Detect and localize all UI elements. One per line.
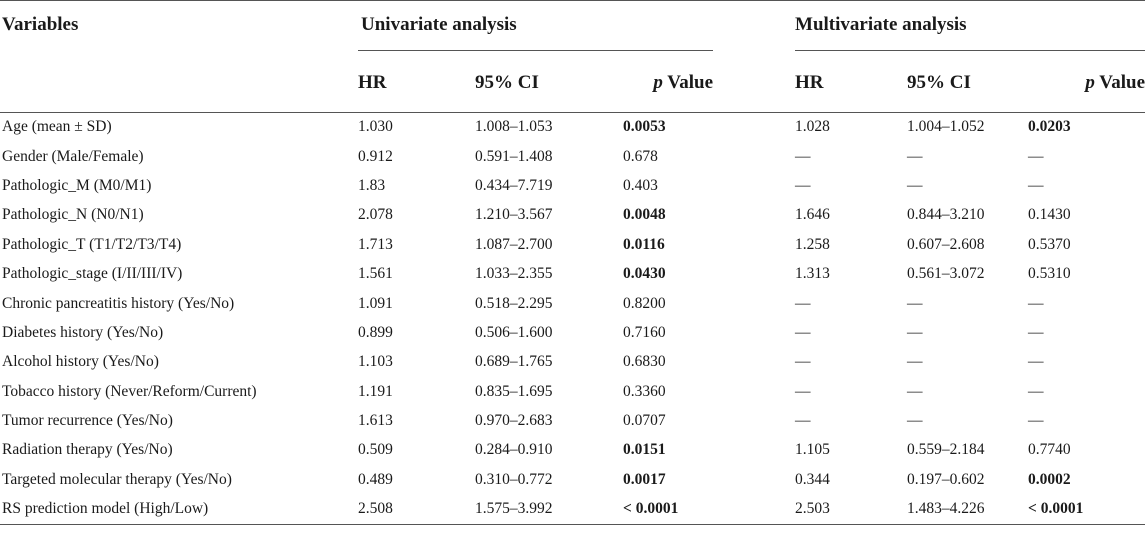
uni-p-value: 0.7160	[623, 323, 666, 341]
p-value-word: Value	[667, 72, 714, 93]
variable-name: Chronic pancreatitis history (Yes/No)	[2, 294, 235, 312]
variable-name: Diabetes history (Yes/No)	[2, 323, 164, 341]
uni-ci: 0.310–0.772	[475, 470, 553, 488]
multi-p-value: 0.7740	[1028, 441, 1071, 459]
row-gap	[713, 142, 795, 171]
row-gap	[713, 230, 795, 259]
row-gap	[713, 112, 795, 142]
multi-hr: —	[795, 353, 811, 371]
uni-hr: 1.613	[358, 412, 393, 430]
uni-hr: 0.899	[358, 323, 393, 341]
row-gap	[713, 436, 795, 465]
multi-ci: —	[907, 412, 923, 430]
table-row	[0, 230, 1145, 259]
table-row	[0, 259, 1145, 288]
multi-p-value: 0.1430	[1028, 206, 1071, 224]
uni-hr: 1.030	[358, 118, 393, 136]
uni-ci: 0.434–7.719	[475, 176, 553, 194]
multi-ci: 0.844–3.210	[907, 206, 985, 224]
uni-ci: 0.835–1.695	[475, 382, 553, 400]
multi-ci: —	[907, 176, 923, 194]
variable-name: Pathologic_stage (I/II/III/IV)	[2, 265, 183, 283]
uni-hr: 0.489	[358, 470, 393, 488]
variable-name: Pathologic_T (T1/T2/T3/T4)	[2, 235, 182, 253]
uni-p-value: 0.0048	[623, 206, 666, 224]
uni-hr: 1.561	[358, 265, 393, 283]
table-row	[0, 495, 1145, 525]
uni-p-value: 0.0053	[623, 118, 666, 136]
multi-p-value: 0.5370	[1028, 235, 1071, 253]
uni-ci-header: 95% CI	[475, 52, 623, 112]
multi-hr: —	[795, 412, 811, 430]
row-gap	[713, 495, 795, 525]
uni-hr: 1.713	[358, 235, 393, 253]
univariate-group-label: Univariate analysis	[358, 14, 713, 51]
multi-p-value: 0.0002	[1028, 470, 1071, 488]
multi-ci: 0.561–3.072	[907, 265, 985, 283]
multi-hr-header: HR	[795, 52, 907, 112]
multi-hr: 1.105	[795, 441, 830, 459]
multivariate-group-label: Multivariate analysis	[795, 14, 1145, 51]
variable-name: RS prediction model (High/Low)	[0, 495, 358, 525]
p-value-word: Value	[1099, 72, 1145, 93]
header-row-groups	[0, 0, 1145, 52]
uni-hr: 2.508	[358, 495, 475, 525]
multi-ci: —	[907, 382, 923, 400]
uni-p-value: 0.678	[623, 147, 658, 165]
multi-ci: —	[907, 147, 923, 165]
multi-hr: —	[795, 176, 811, 194]
uni-hr: 2.078	[358, 206, 393, 224]
table-row	[0, 377, 1145, 406]
table-body	[0, 112, 1145, 524]
multi-hr: 1.313	[795, 265, 830, 283]
table-row	[0, 142, 1145, 171]
uni-p-value: 0.6830	[623, 353, 666, 371]
variable-name: Tumor recurrence (Yes/No)	[2, 412, 173, 430]
header-blank	[0, 52, 358, 112]
uni-ci: 0.284–0.910	[475, 441, 553, 459]
uni-ci: 1.008–1.053	[475, 118, 553, 136]
variable-name: Targeted molecular therapy (Yes/No)	[2, 470, 232, 488]
multi-p-value: < 0.0001	[1028, 495, 1145, 525]
uni-ci: 0.591–1.408	[475, 147, 553, 165]
row-gap	[713, 377, 795, 406]
uni-ci: 0.970–2.683	[475, 412, 553, 430]
table-row	[0, 201, 1145, 230]
multi-p-value: —	[1028, 353, 1044, 371]
variable-name: Age (mean ± SD)	[2, 118, 112, 136]
uni-p-value: 0.403	[623, 176, 658, 194]
uni-p-value-header	[623, 52, 713, 112]
table-row	[0, 406, 1145, 435]
multi-ci: —	[907, 323, 923, 341]
multi-hr: —	[795, 147, 811, 165]
multi-ci: 0.197–0.602	[907, 470, 985, 488]
multi-hr: —	[795, 294, 811, 312]
uni-hr: 1.191	[358, 382, 393, 400]
uni-hr: 0.509	[358, 441, 393, 459]
uni-hr: 1.103	[358, 353, 393, 371]
variable-name: Alcohol history (Yes/No)	[2, 353, 159, 371]
multi-ci: 0.607–2.608	[907, 235, 985, 253]
table-row	[0, 465, 1145, 494]
multi-hr: 2.503	[795, 495, 907, 525]
table-row	[0, 171, 1145, 200]
uni-ci: 1.087–2.700	[475, 235, 553, 253]
multi-p-value: —	[1028, 147, 1044, 165]
multi-hr: 0.344	[795, 470, 830, 488]
uni-p-value: 0.3360	[623, 382, 666, 400]
multi-ci: 1.483–4.226	[907, 495, 1028, 525]
row-gap	[713, 259, 795, 288]
uni-hr: 1.83	[358, 176, 386, 194]
uni-p-value: 0.8200	[623, 294, 666, 312]
row-gap	[713, 289, 795, 318]
multi-hr: —	[795, 382, 811, 400]
uni-ci: 1.575–3.992	[475, 495, 623, 525]
row-gap	[713, 201, 795, 230]
table-row	[0, 112, 1145, 142]
row-gap	[713, 406, 795, 435]
row-gap	[713, 318, 795, 347]
uni-p-value: 0.0017	[623, 470, 666, 488]
multi-p-value: —	[1028, 382, 1044, 400]
table-row	[0, 289, 1145, 318]
table-row	[0, 436, 1145, 465]
variables-header: Variables	[2, 14, 79, 35]
table-top-rule	[0, 0, 1145, 1]
variable-name: Gender (Male/Female)	[2, 147, 144, 165]
uni-ci: 0.689–1.765	[475, 353, 553, 371]
variable-name: Tobacco history (Never/Reform/Current)	[2, 382, 257, 400]
uni-hr: 1.091	[358, 294, 393, 312]
p-italic: p	[1085, 72, 1095, 93]
row-gap	[713, 465, 795, 494]
row-gap	[713, 171, 795, 200]
uni-p-value: 0.0430	[623, 265, 666, 283]
multi-p-value: 0.0203	[1028, 118, 1071, 136]
multi-p-value: —	[1028, 323, 1044, 341]
header-gap	[713, 52, 795, 112]
table-row	[0, 318, 1145, 347]
uni-hr: 0.912	[358, 147, 393, 165]
uni-ci: 1.210–3.567	[475, 206, 553, 224]
uni-p-value: 0.0707	[623, 412, 666, 430]
multi-p-value: —	[1028, 294, 1044, 312]
multi-hr: —	[795, 323, 811, 341]
multi-ci: 0.559–2.184	[907, 441, 985, 459]
uni-p-value: 0.0151	[623, 441, 666, 459]
multi-ci-header: 95% CI	[907, 52, 1028, 112]
multi-p-value-header	[1028, 52, 1145, 112]
multi-ci: 1.004–1.052	[907, 118, 985, 136]
uni-ci: 0.506–1.600	[475, 323, 553, 341]
multi-hr: 1.646	[795, 206, 830, 224]
uni-p-value: < 0.0001	[623, 495, 713, 525]
univariate-group-header	[358, 0, 713, 52]
uni-ci: 0.518–2.295	[475, 294, 553, 312]
row-gap	[713, 348, 795, 377]
uni-ci: 1.033–2.355	[475, 265, 553, 283]
uni-p-value: 0.0116	[623, 235, 665, 253]
multi-p-value: —	[1028, 176, 1044, 194]
multi-hr: 1.258	[795, 235, 830, 253]
multi-p-value: —	[1028, 412, 1044, 430]
uni-hr-header: HR	[358, 52, 475, 112]
multi-p-value: 0.5310	[1028, 265, 1071, 283]
group-gap	[713, 0, 795, 52]
variable-name: Radiation therapy (Yes/No)	[2, 441, 173, 459]
multi-ci: —	[907, 353, 923, 371]
multi-ci: —	[907, 294, 923, 312]
table-row	[0, 348, 1145, 377]
variable-name: Pathologic_M (M0/M1)	[2, 176, 152, 194]
multi-hr: 1.028	[795, 118, 830, 136]
multivariate-group-header	[795, 0, 1145, 52]
p-italic: p	[653, 72, 663, 93]
variable-name: Pathologic_N (N0/N1)	[2, 206, 144, 224]
header-row-columns	[0, 52, 1145, 112]
